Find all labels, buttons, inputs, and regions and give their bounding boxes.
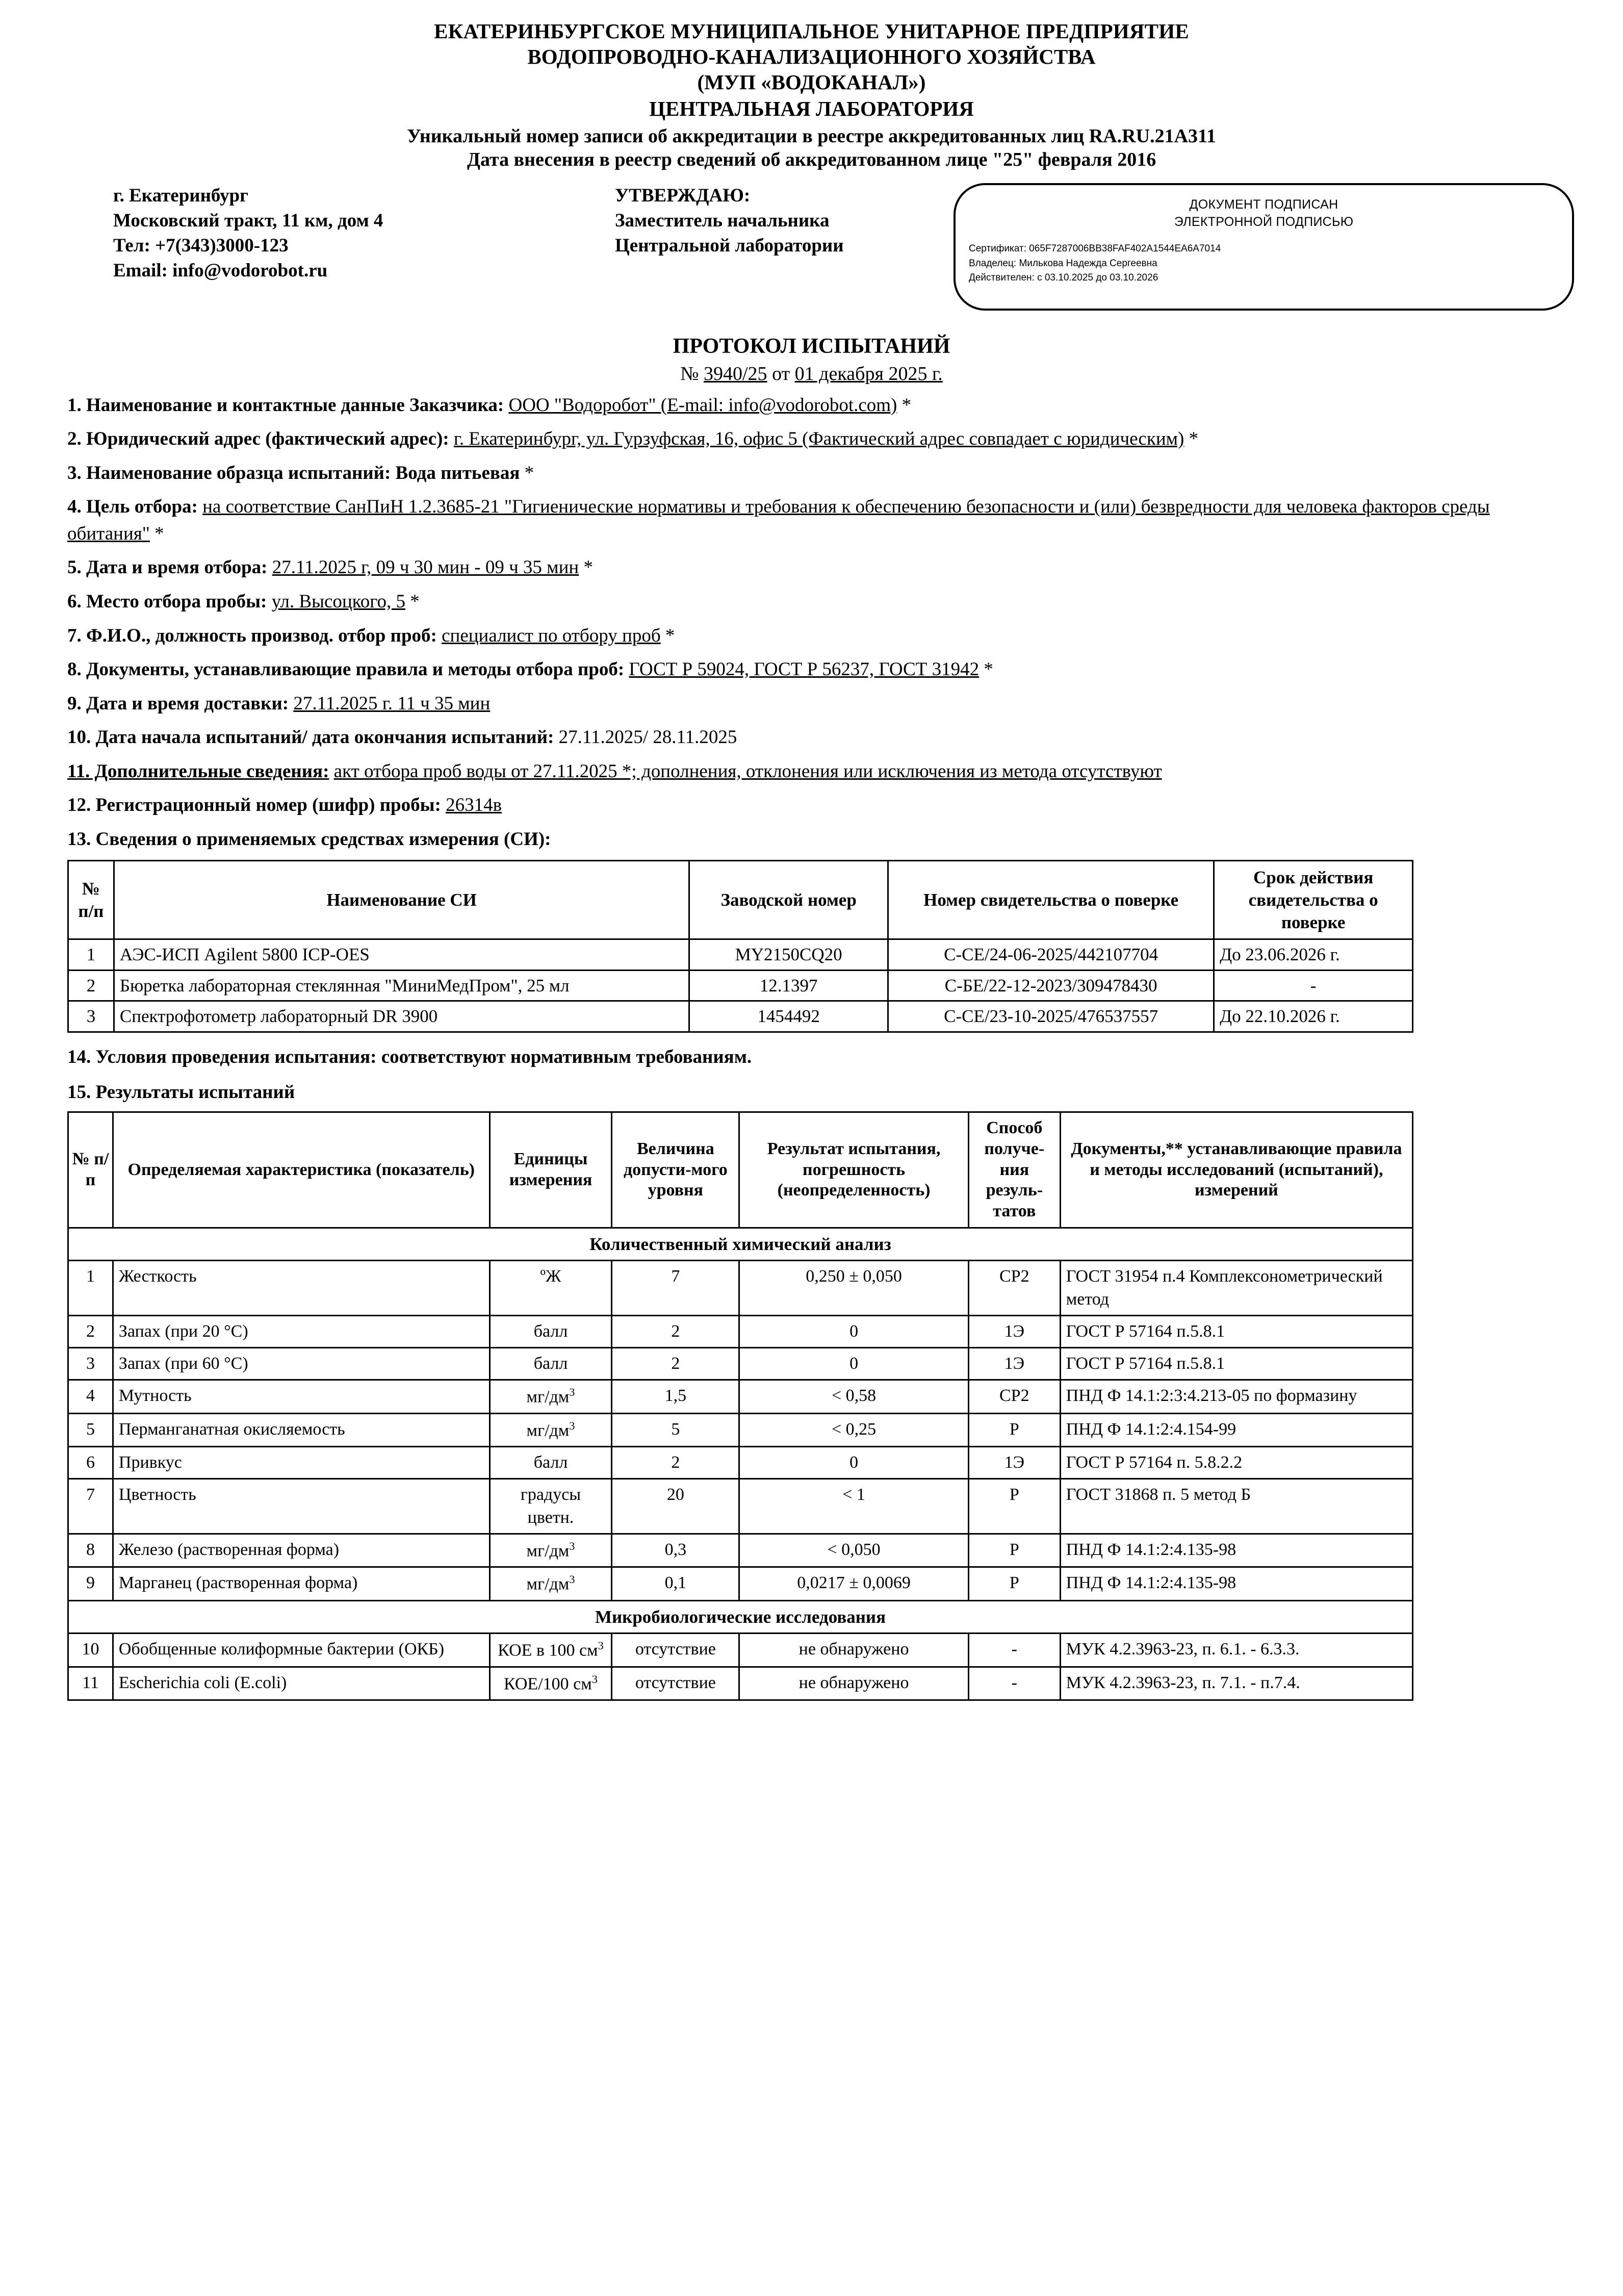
page-title: ПРОТОКОЛ ИСПЫТАНИЙ <box>673 334 950 358</box>
item-2-suffix: * <box>1184 428 1199 450</box>
res-cell-index: 3 <box>68 1348 113 1380</box>
item-3-value: Вода питьевая <box>395 462 520 483</box>
res-cell-parameter: Обобщенные колиформные бактерии (ОКБ) <box>113 1634 490 1667</box>
res-cell-documents: ГОСТ 31868 п. 5 метод Б <box>1060 1479 1412 1534</box>
si-cell-name: АЭС-ИСП Agilent 5800 ICP-OES <box>114 939 689 971</box>
res-cell-result: 0 <box>739 1315 969 1347</box>
item-3-suffix: * <box>520 462 534 483</box>
item-9 <box>49 691 1574 718</box>
signature-certificate: Сертификат: 065F7287006BB38FAF402A1544EA6A7014 <box>969 243 1221 254</box>
res-cell-units: ºЖ <box>490 1261 612 1315</box>
res-col-limit: Величина допусти-мого уровня <box>612 1112 739 1228</box>
res-col-documents: Документы,** устанавливающие правила и методы исследований (испытаний), измерений <box>1060 1112 1412 1228</box>
table-row <box>68 939 1413 971</box>
address-street: Московский тракт, 11 км, дом 4 <box>113 210 383 231</box>
res-cell-parameter: Цветность <box>113 1479 490 1534</box>
table-row <box>68 1479 1413 1534</box>
res-cell-parameter: Железо (растворенная форма) <box>113 1534 490 1567</box>
item-4-suffix: * <box>149 523 164 544</box>
table-row <box>68 1667 1413 1700</box>
res-cell-method-type: - <box>968 1634 1060 1667</box>
res-cell-units: балл <box>490 1348 612 1380</box>
protocol-date-prefix: от <box>767 363 795 385</box>
org-name-line2: ВОДОПРОВОДНО-КАНАЛИЗАЦИОННОГО ХОЗЯЙСТВА <box>527 45 1096 69</box>
res-cell-result: не обнаружено <box>739 1667 969 1700</box>
item-7-label: 7. Ф.И.О., должность производ. отбор проб: <box>67 625 437 646</box>
res-cell-documents: ГОСТ Р 57164 п.5.8.1 <box>1060 1315 1412 1347</box>
res-cell-result: < 1 <box>739 1479 969 1534</box>
info-band <box>49 183 1574 311</box>
protocol-number-prefix: № <box>680 363 704 385</box>
si-cell-validity: До 23.06.2026 г. <box>1214 939 1413 971</box>
res-cell-parameter: Escherichia coli (E.coli) <box>113 1667 490 1700</box>
item-13 <box>49 826 1574 853</box>
si-cell-validity: - <box>1214 970 1413 1001</box>
item-12-label: 12. Регистрационный номер (шифр) пробы: <box>67 795 441 816</box>
table-row <box>68 1413 1413 1447</box>
section-title-microbiological: Микробиологические исследования <box>68 1600 1413 1634</box>
item-4 <box>49 494 1574 547</box>
item-11-label: 11. Дополнительные сведения: <box>67 760 329 782</box>
item-8-suffix: * <box>979 659 993 680</box>
approval-position-line2: Центральной лаборатории <box>615 235 844 257</box>
res-cell-limit: 1,5 <box>612 1380 739 1414</box>
si-col-name: Наименование СИ <box>114 861 689 939</box>
res-cell-parameter: Мутность <box>113 1380 490 1414</box>
res-cell-index: 8 <box>68 1534 113 1567</box>
res-cell-method-type: Р <box>968 1567 1060 1601</box>
res-cell-index: 4 <box>68 1380 113 1414</box>
res-cell-index: 6 <box>68 1447 113 1479</box>
item-7 <box>49 623 1574 650</box>
res-cell-method-type: - <box>968 1667 1060 1700</box>
item-1 <box>49 392 1574 419</box>
table-row <box>68 1634 1413 1667</box>
res-cell-limit: 2 <box>612 1315 739 1347</box>
item-10-label: 10. Дата начала испытаний/ дата окончания испытаний: <box>67 727 554 748</box>
res-cell-result: 0 <box>739 1348 969 1380</box>
res-cell-result: не обнаружено <box>739 1634 969 1667</box>
item-12-value: 26314в <box>446 795 502 816</box>
si-cell-serial: 12.1397 <box>689 970 888 1001</box>
res-cell-result: < 0,25 <box>739 1413 969 1447</box>
item-5-value: 27.11.2025 г, 09 ч 30 мин - 09 ч 35 мин <box>272 557 579 578</box>
item-2-value: г. Екатеринбург, ул. Гурзуфская, 16, офис 5 (Фактический адрес совпадает с юридическим) <box>453 428 1184 450</box>
item-9-value: 27.11.2025 г. 11 ч 35 мин <box>293 693 491 714</box>
res-cell-parameter: Перманганатная окисляемость <box>113 1413 490 1447</box>
res-cell-method-type: СР2 <box>968 1380 1060 1414</box>
si-cell-certificate: С-СЕ/23-10-2025/476537557 <box>888 1001 1214 1032</box>
item-6-suffix: * <box>405 591 420 612</box>
si-cell-name: Спектрофотометр лабораторный DR 3900 <box>114 1001 689 1032</box>
item-9-label: 9. Дата и время доставки: <box>67 693 289 714</box>
res-col-units: Единицы измерения <box>490 1112 612 1228</box>
signature-title <box>969 196 1559 231</box>
res-cell-documents: ПНД Ф 14.1:2:4.135-98 <box>1060 1534 1412 1567</box>
si-table-header-row <box>68 861 1413 939</box>
table-row <box>68 1447 1413 1479</box>
protocol-date: 01 декабря 2025 г. <box>794 363 943 385</box>
signature-validity: Действителен: с 03.10.2025 до 03.10.2026 <box>969 272 1158 284</box>
si-cell-validity: До 22.10.2026 г. <box>1214 1001 1413 1032</box>
table-row <box>68 1001 1413 1032</box>
item-6-value: ул. Высоцкого, 5 <box>271 591 406 612</box>
res-cell-result: < 0,58 <box>739 1380 969 1414</box>
item-2-label: 2. Юридический адрес (фактический адрес): <box>67 428 449 450</box>
res-cell-method-type: Р <box>968 1413 1060 1447</box>
res-cell-documents: МУК 4.2.3963-23, п. 7.1. - п.7.4. <box>1060 1667 1412 1700</box>
item-8-label: 8. Документы, устанавливающие правила и методы отбора проб: <box>67 659 625 680</box>
res-cell-result: 0,0217 ± 0,0069 <box>739 1567 969 1601</box>
approval-title: УТВЕРЖДАЮ: <box>615 185 751 206</box>
si-cell-serial: 1454492 <box>689 1001 888 1032</box>
res-cell-documents: ПНД Ф 14.1:2:3:4.213-05 по формазину <box>1060 1380 1412 1414</box>
res-cell-parameter: Марганец (растворенная форма) <box>113 1567 490 1601</box>
item-4-label: 4. Цель отбора: <box>67 496 198 518</box>
lab-name: ЦЕНТРАЛЬНАЯ ЛАБОРАТОРИЯ <box>649 97 974 121</box>
item-5-label: 5. Дата и время отбора: <box>67 557 268 578</box>
item-8 <box>49 656 1574 683</box>
res-cell-units: КОЕ/100 $см^3$ <box>490 1667 612 1700</box>
res-cell-limit: 0,3 <box>612 1534 739 1567</box>
res-cell-units: КОЕ в 100 $см^3$ <box>490 1634 612 1667</box>
res-cell-index: 9 <box>68 1567 113 1601</box>
si-cell-index: 2 <box>68 970 114 1001</box>
res-cell-method-type: Р <box>968 1534 1060 1567</box>
res-cell-documents: МУК 4.2.3963-23, п. 6.1. - 6.3.3. <box>1060 1634 1412 1667</box>
item-5 <box>49 554 1574 581</box>
protocol-number-line <box>49 363 1574 385</box>
si-col-certificate: Номер свидетельства о поверке <box>888 861 1214 939</box>
address-email: Email: info@vodorobot.ru <box>113 260 328 282</box>
res-cell-limit: 7 <box>612 1261 739 1315</box>
table-row <box>68 1567 1413 1601</box>
signature-title-line2: ЭЛЕКТРОННОЙ ПОДПИСЬЮ <box>1174 214 1354 229</box>
res-cell-index: 11 <box>68 1667 113 1700</box>
si-cell-certificate: С-СЕ/24-06-2025/442107704 <box>888 939 1214 971</box>
item-6-label: 6. Место отбора пробы: <box>67 591 267 612</box>
res-cell-limit: 5 <box>612 1413 739 1447</box>
res-cell-documents: ПНД Ф 14.1:2:4.154-99 <box>1060 1413 1412 1447</box>
res-cell-documents: ГОСТ Р 57164 п. 5.8.2.2 <box>1060 1447 1412 1479</box>
res-cell-units: балл <box>490 1447 612 1479</box>
si-table <box>67 860 1413 1033</box>
res-cell-limit: 2 <box>612 1348 739 1380</box>
item-3 <box>49 460 1574 487</box>
si-col-index: № п/п <box>68 861 114 939</box>
table-row <box>68 1315 1413 1347</box>
item-1-value: ООО "Водоробот" (E-mail: info@vodorobot.com) <box>508 394 897 416</box>
accreditation-number: Уникальный номер записи об аккредитации в реестре аккредитованных лиц RA.RU.21A311 <box>407 125 1216 147</box>
res-cell-parameter: Жесткость <box>113 1261 490 1315</box>
org-short-name: (МУП «ВОДОКАНАЛ») <box>697 70 926 94</box>
res-cell-limit: отсутствие <box>612 1634 739 1667</box>
org-name-line1: ЕКАТЕРИНБУРГСКОЕ МУНИЦИПАЛЬНОЕ УНИТАРНОЕ ПРЕДПРИЯТИЕ <box>434 19 1189 43</box>
item-1-suffix: * <box>897 394 912 416</box>
res-cell-method-type: СР2 <box>968 1261 1060 1315</box>
item-8-value: ГОСТ Р 59024, ГОСТ Р 56237, ГОСТ 31942 <box>629 659 980 680</box>
res-cell-result: < 0,050 <box>739 1534 969 1567</box>
table-row <box>68 1380 1413 1414</box>
approval-position-line1: Заместитель начальника <box>615 210 830 231</box>
item-2 <box>49 426 1574 453</box>
item-1-label: 1. Наименование и контактные данные Заказчика: <box>67 394 504 416</box>
res-cell-units: $мг/дм^3$ <box>490 1567 612 1601</box>
res-cell-parameter: Запах (при 20 °С) <box>113 1315 490 1347</box>
item-7-suffix: * <box>660 625 675 646</box>
lab-address-block <box>49 183 615 284</box>
table-row <box>68 1348 1413 1380</box>
res-cell-parameter: Запах (при 60 °С) <box>113 1348 490 1380</box>
res-col-method-type: Способ получе-ния резуль-татов <box>968 1112 1060 1228</box>
protocol-number: 3940/25 <box>704 363 767 385</box>
res-cell-units: $мг/дм^3$ <box>490 1380 612 1414</box>
res-cell-documents: ПНД Ф 14.1:2:4.135-98 <box>1060 1567 1412 1601</box>
res-cell-units: градусы цветн. <box>490 1479 612 1534</box>
si-cell-serial: MY2150CQ20 <box>689 939 888 971</box>
res-col-result: Результат испытания, погрешность (неопределенность) <box>739 1112 969 1228</box>
accreditation-date: Дата внесения в реестр сведений об аккредитованном лице "25" февраля 2016 <box>467 149 1156 171</box>
electronic-signature-stamp <box>954 183 1574 311</box>
approval-block <box>615 183 941 259</box>
item-7-value: специалист по отбору проб <box>442 625 661 646</box>
item-12 <box>49 792 1574 819</box>
address-phone: Тел: +7(343)3000-123 <box>113 235 289 257</box>
results-header-row <box>68 1112 1413 1228</box>
si-col-validity: Срок действия свидетельства о поверке <box>1214 861 1413 939</box>
res-cell-units: балл <box>490 1315 612 1347</box>
results-table <box>67 1111 1413 1701</box>
si-col-serial: Заводской номер <box>689 861 888 939</box>
res-col-index: № п/п <box>68 1112 113 1228</box>
item-15: 15. Результаты испытаний <box>67 1081 295 1103</box>
section-title-chemical: Количественный химический анализ <box>68 1228 1413 1261</box>
res-cell-method-type: 1Э <box>968 1315 1060 1347</box>
address-city: г. Екатеринбург <box>113 185 248 206</box>
res-cell-method-type: Р <box>968 1479 1060 1534</box>
item-5-suffix: * <box>579 557 593 578</box>
res-cell-index: 1 <box>68 1261 113 1315</box>
signature-details <box>969 242 1559 286</box>
item-6 <box>49 589 1574 616</box>
res-cell-units: $мг/дм^3$ <box>490 1534 612 1567</box>
item-14: 14. Условия проведения испытания: соответствуют нормативным требованиям. <box>67 1046 752 1067</box>
res-cell-method-type: 1Э <box>968 1447 1060 1479</box>
res-cell-limit: 20 <box>612 1479 739 1534</box>
res-cell-index: 2 <box>68 1315 113 1347</box>
item-3-label: 3. Наименование образца испытаний: <box>67 462 391 483</box>
item-11 <box>49 758 1574 785</box>
item-11-value: акт отбора проб воды от 27.11.2025 *; дополнения, отклонения или исключения из метода отсутствуют <box>333 760 1162 782</box>
res-cell-method-type: 1Э <box>968 1348 1060 1380</box>
res-col-parameter: Определяемая характеристика (показатель) <box>113 1112 490 1228</box>
res-cell-documents: ГОСТ 31954 п.4 Комплексонометрический метод <box>1060 1261 1412 1315</box>
res-cell-limit: 0,1 <box>612 1567 739 1601</box>
item-4-value: на соответствие СанПиН 1.2.3685-21 "Гигиенические нормативы и требования к обеспечению безопасности и (или) безвредности для человека факторов среды обитания" <box>67 496 1490 544</box>
section-row <box>68 1228 1413 1261</box>
item-10 <box>49 724 1574 751</box>
si-cell-index: 3 <box>68 1001 114 1032</box>
si-cell-name: Бюретка лабораторная стеклянная "МиниМедПром", 25 мл <box>114 970 689 1001</box>
res-cell-result: 0 <box>739 1447 969 1479</box>
si-cell-certificate: С-БЕ/22-12-2023/309478430 <box>888 970 1214 1001</box>
signature-title-line1: ДОКУМЕНТ ПОДПИСАН <box>1189 197 1338 212</box>
res-cell-units: $мг/дм^3$ <box>490 1413 612 1447</box>
table-row <box>68 1261 1413 1315</box>
signature-owner: Владелец: Милькова Надежда Сергеевна <box>969 258 1157 269</box>
res-cell-limit: 2 <box>612 1447 739 1479</box>
item-10-value: 27.11.2025/ 28.11.2025 <box>558 727 737 748</box>
organization-header <box>49 18 1574 172</box>
res-cell-limit: отсутствие <box>612 1667 739 1700</box>
res-cell-documents: ГОСТ Р 57164 п.5.8.1 <box>1060 1348 1412 1380</box>
res-cell-result: 0,250 ± 0,050 <box>739 1261 969 1315</box>
res-cell-index: 5 <box>68 1413 113 1447</box>
res-cell-parameter: Привкус <box>113 1447 490 1479</box>
res-cell-index: 10 <box>68 1634 113 1667</box>
table-row <box>68 970 1413 1001</box>
res-cell-index: 7 <box>68 1479 113 1534</box>
section-row <box>68 1600 1413 1634</box>
item-13-label: 13. Сведения о применяемых средствах измерения (СИ): <box>67 828 551 850</box>
si-cell-index: 1 <box>68 939 114 971</box>
table-row <box>68 1534 1413 1567</box>
